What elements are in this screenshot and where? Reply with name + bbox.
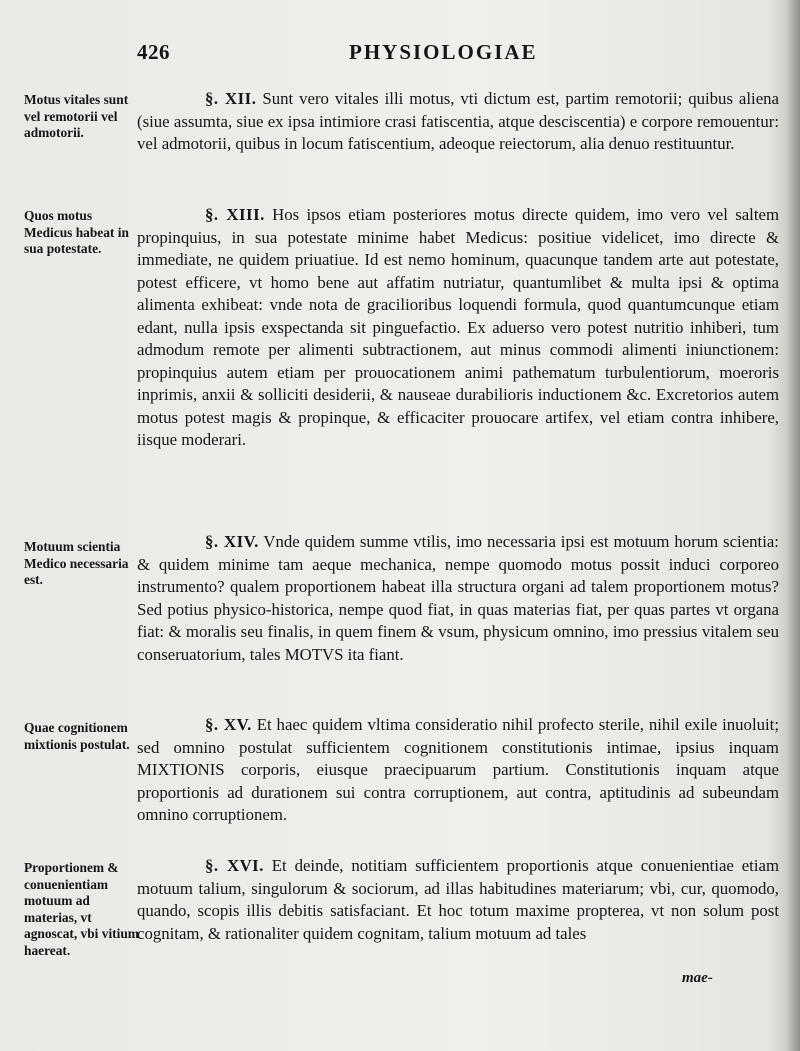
section-text: Hos ipsos etiam posteriores motus directe quidem, imo vero vel saltem propinquius, in sua potestate minime habet Medicus: positiue videlicet, imo directe & immediate, ne quidem priuatiue. Id est nemo hominum, quacunque tandem arte aut potestate, potest efficere, vt homo bene aut affatim nutriatur, quantumlibet & multa ipsi & optima alimenta exhibeat: vnde nota de gracilioribus loquendi formula, quod quantumcunque etiam edant, nulla ipsis exspectanda sit pinguefactio. Ex aduerso vero potest nutritio inhiberi, tum admodum remote per alimenti subtractionem, aut minus commodi alimenti iniunctionem: propinquius autem etiam per prouocationem animi pathematum turbulentiorum, moeroris inprimis, anxii & solliciti desiderii, & nauseae durabilioris inductionem &c. Excretorios autem motus potest magis & propinque, & efficaciter prouocare artifex, vel etiam contra inhibere, iisque moderari. (137, 205, 780, 449)
page-header (0, 40, 800, 70)
section-number: §. XIII. (205, 205, 265, 224)
section-text: Et deinde, notitiam sufficientem proportionis atque conuenientiae etiam motuum talium, singulorum & sociorum, ad illas habitudines materiarum; vbi, cur, quomodo, quando, scopis illis debitis satisfaciant. Et hoc totum maxime propterea, vt non solum post cognitam, & rationaliter quidem cognitam, talium motuum ad tales (137, 856, 780, 943)
section-xiii (137, 204, 779, 452)
margin-note-3: Motuum scientia Medico necessaria est. (24, 539, 129, 588)
section-xiv (137, 531, 779, 666)
section-text: Vnde quidem summe vtilis, imo necessaria ipsi est motuum horum scientia: & quidem minime tam aeque mechanica, nempe quomodo motus possit induci corporeo instrumento? qualem proportionem habeat illa structura organi ad talem proportionem motus? Sed potius physico-historica, nempe quod fiat, in quas materias fiat, per quas partes vt organa fiat: & moralis seu finalis, in quem finem & vsum, physicum omnino, imo pressius vitalem seu conseruatorium, tales MOTVS ita fiant. (137, 532, 779, 664)
page-edge-shadow (786, 0, 800, 1051)
margin-note-1: Motus vitales sunt vel remotorii vel admotorii. (24, 92, 129, 141)
section-number: §. XIV. (205, 532, 259, 551)
section-xvi (137, 855, 779, 945)
section-number: §. XVI. (205, 856, 264, 875)
margin-note-5: Proportionem & conuenientiam motuum ad materias, vt agnoscat, vbi vitium haereat. (24, 860, 139, 958)
section-text: Sunt vero vitales illi motus, vti dictum est, partim remotorii; quibus aliena (siue assumta, siue ex ipsa intimiore crasi fatiscentia, atque desciscentia) e corpore remouentur: vel admotorii, quibus in locum fatiscentium, adeoque reiectorum, alia denuo restituuntur. (137, 89, 779, 153)
section-xii (137, 88, 779, 156)
running-head: PHYSIOLOGIAE (349, 40, 538, 64)
section-xv (137, 714, 779, 827)
margin-note-2: Quos motus Medicus habeat in sua potestate. (24, 208, 129, 257)
catchword: mae- (682, 970, 713, 986)
section-number: §. XII. (205, 89, 257, 108)
page-number: 426 (137, 40, 170, 64)
section-number: §. XV. (205, 715, 252, 734)
margin-note-4: Quae cognitionem mixtionis postulat. (24, 720, 130, 752)
section-text: Et haec quidem vltima consideratio nihil profecto sterile, nihil exile inuoluit; sed omnino postulat sufficientem cognitionem constitutionis intimae, ipsius inquam MIXTIONIS corporis, eiusque praecipuarum partium. Constitutionis inquam atque proportionis ad durationem sui contra corruptionem, aut contra, aptitudinis ad subeundam omnino corruptionem. (137, 715, 779, 824)
